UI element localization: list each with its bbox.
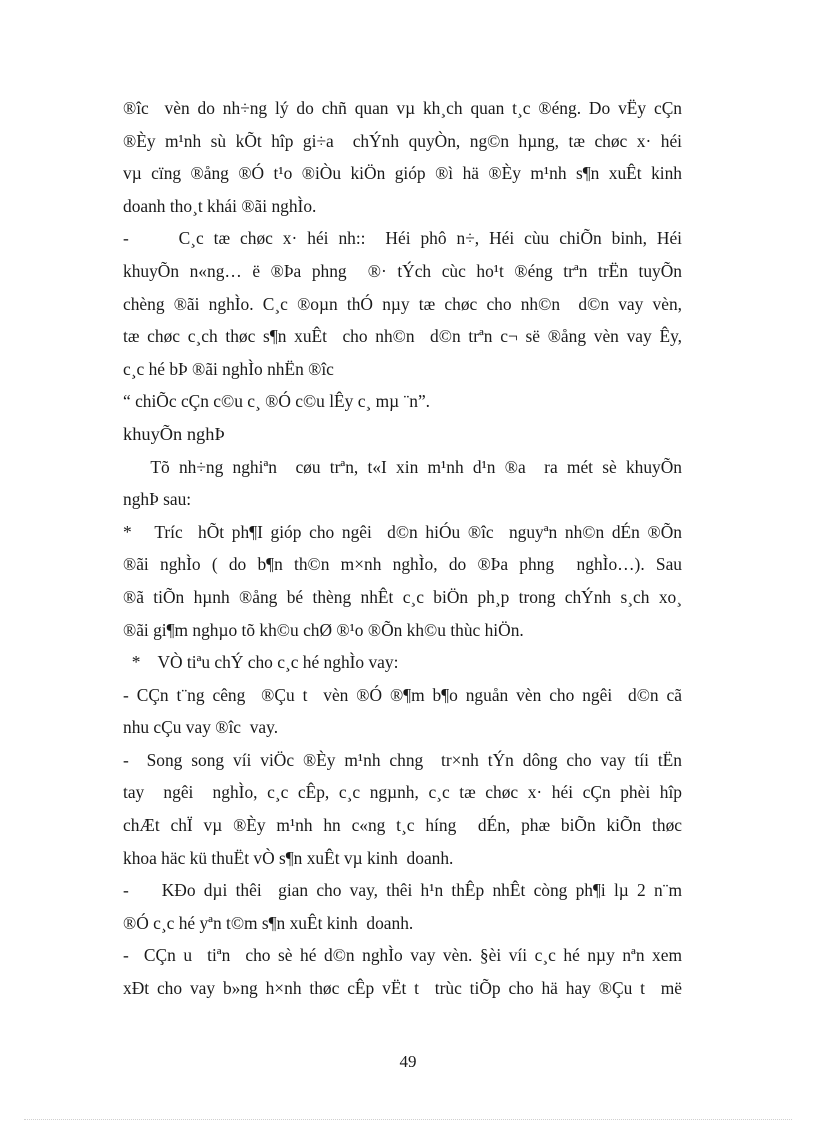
text-line: ®ãi nghÌo ( do b¶n th©n m×nh nghÌo, do ®Þa phng nghÌo…). Sau <box>123 554 682 575</box>
text-line: khuyÕn n«ng… ë ®Þa phng ®· tÝch cùc ho¹t ®éng trªn trËn tuyÕn <box>123 260 682 281</box>
text-line: xÐt cho vay b»ng h×nh thøc cÊp vËt t trùc tiÕp cho hä hay ®Çu t më <box>123 978 682 999</box>
text-line: ®ã tiÕn hµnh ®ång bé thèng nhÊt c¸c biÖn ph¸p trong chÝnh s¸ch xo¸ <box>123 586 682 607</box>
body-text <box>123 92 682 1005</box>
text-line: doanh tho¸t khái ®ãi nghÌo. <box>123 195 317 216</box>
section-heading: khuyÕn nghÞ <box>123 423 225 444</box>
text-line: - KÐo dµi thêi gian cho vay, thêi h¹n thÊp nhÊt còng ph¶i lµ 2 n¨m <box>123 880 682 901</box>
text-line: chèng ®ãi nghÌo. C¸c ®oµn thÓ nµy tæ chøc cho nh©n d©n vay vèn, <box>123 293 682 314</box>
text-line: tay ngêi nghÌo, c¸c cÊp, c¸c ngµnh, c¸c tæ chøc x· héi cÇn phèi hîp <box>123 782 682 803</box>
text-line: * VÒ tiªu chÝ cho c¸c hé nghÌo vay: <box>123 652 399 673</box>
text-line: tæ chøc c¸ch thøc s¶n xuÊt cho nh©n d©n trªn c¬ së ®ång vèn vay Êy, <box>123 326 682 347</box>
text-line: - C¸c tæ chøc x· héi nh:: Héi phô n÷, Héi cùu chiÕn binh, Héi <box>123 228 682 249</box>
text-line: vµ cïng ®ång ®Ó t¹o ®iÒu kiÖn gióp ®ì hä ®Èy m¹nh s¶n xuÊt kinh <box>123 163 682 184</box>
text-line: chÆt chÏ vµ ®Èy m¹nh hn c«ng t¸c híng dÉn, phæ biÕn kiÕn thøc <box>123 815 682 836</box>
text-line: * Tríc hÕt ph¶I gióp cho ngêi d©n hiÓu ®îc nguyªn nh©n dÉn ®Õn <box>123 521 682 542</box>
text-line: c¸c hé bÞ ®ãi nghÌo nhËn ®îc <box>123 358 334 379</box>
text-line: - Song song víi viÖc ®Èy m¹nh chng tr×nh tÝn dông cho vay tíi tËn <box>123 749 682 770</box>
text-line: - CÇn t¨ng cêng ®Çu t vèn ®Ó ®¶m b¶o nguån vèn cho ngêi d©n cã <box>123 684 682 705</box>
text-line: nhu cÇu vay ®îc vay. <box>123 717 279 738</box>
text-line: ®Ó c¸c hé yªn t©m s¶n xuÊt kinh doanh. <box>123 912 414 933</box>
text-line: ®ãi gi¶m nghµo tõ kh©u chØ ®¹o ®Õn kh©u thùc hiÖn. <box>123 619 524 640</box>
page-number: 49 <box>399 1052 417 1071</box>
text-line: nghÞ sau: <box>123 489 192 510</box>
footer-divider <box>24 1119 792 1120</box>
text-line: “ chiÕc cÇn c©u c¸ ®Ó c©u lÊy c¸ mµ ¨n”. <box>123 391 431 412</box>
text-line: - CÇn u tiªn cho sè hé d©n nghÌo vay vèn. §èi víi c¸c hé nµy nªn xem <box>123 945 682 966</box>
text-line: ®îc vèn do nh÷ng lý do chñ quan vµ kh¸ch quan t¸c ®éng. Do vËy cÇn <box>123 98 682 118</box>
text-line: khoa häc kü thuËt vÒ s¶n xuÊt vµ kinh doanh. <box>123 847 454 868</box>
text-line: Tõ nh÷ng nghiªn cøu trªn, t«I xin m¹nh d¹n ®a ra mét sè khuyÕn <box>123 456 682 477</box>
text-line: ®Èy m¹nh sù kÕt hîp gi÷a chÝnh quyÒn, ng©n hµng, tæ chøc x· héi <box>123 130 682 151</box>
